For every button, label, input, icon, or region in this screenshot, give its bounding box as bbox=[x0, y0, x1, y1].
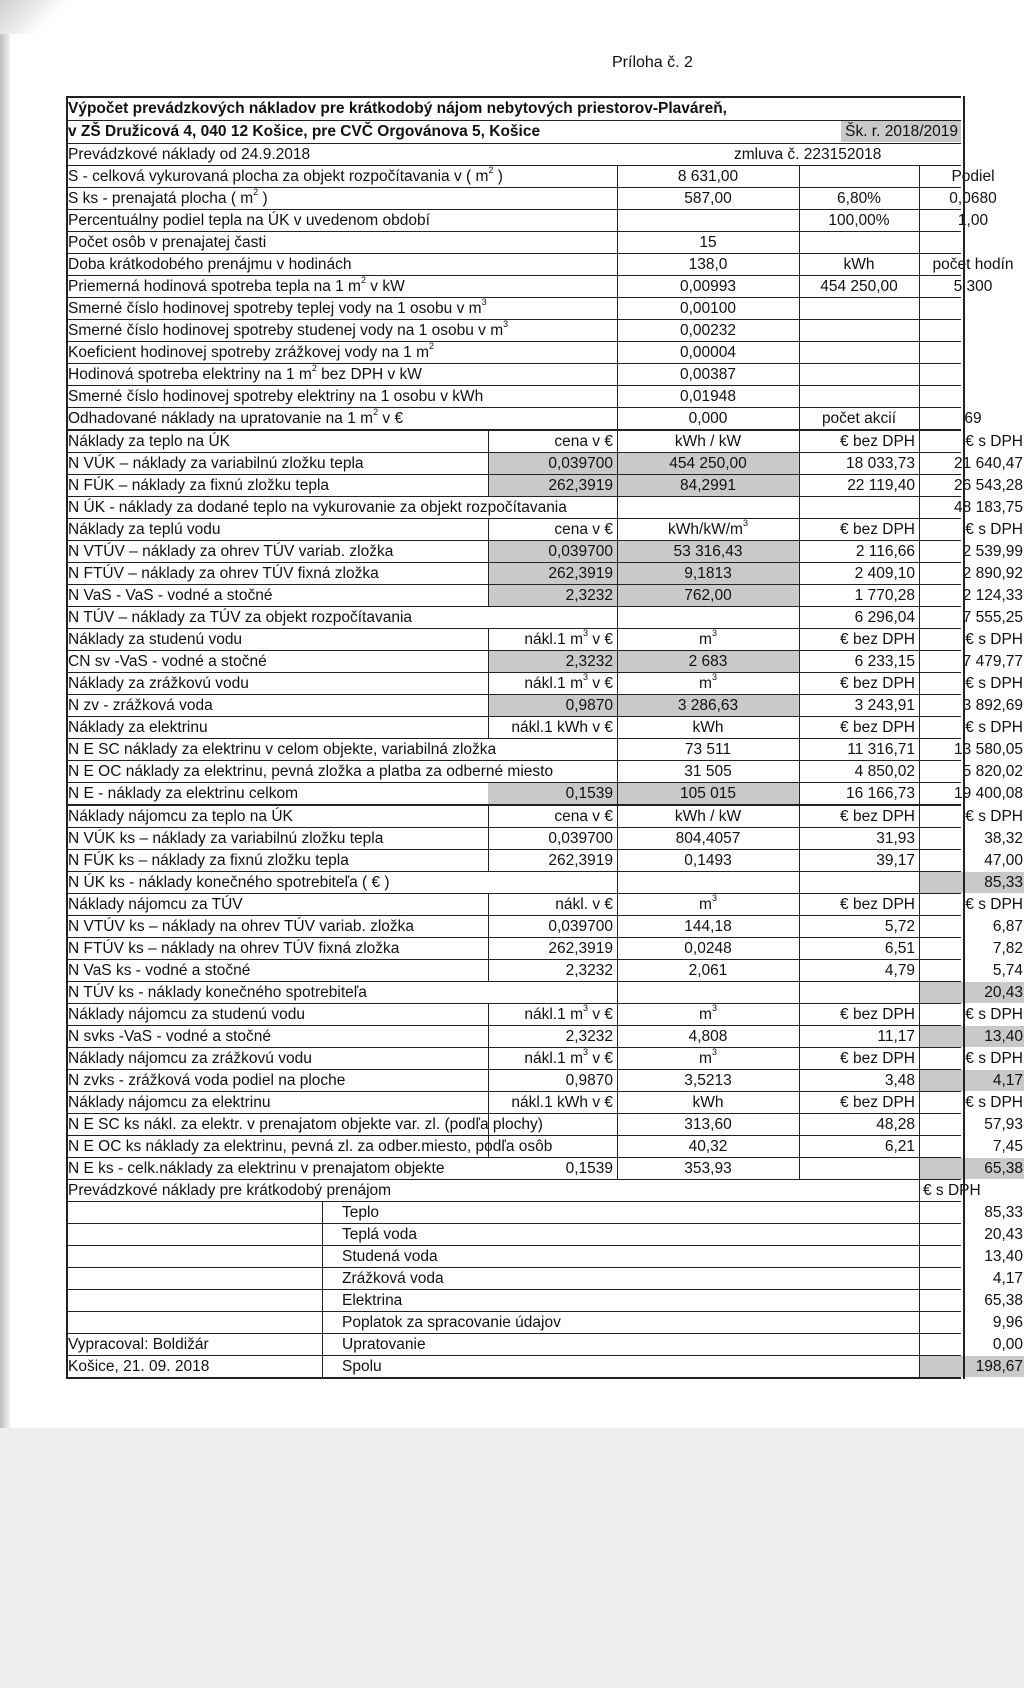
cost-quantity: kWh bbox=[692, 1094, 724, 1111]
cost-label: N E ks - celk.náklady za elektrinu v prenajatom objekte bbox=[68, 1160, 445, 1177]
cost-unit-price: 0,1539 bbox=[488, 783, 617, 804]
param-label: Hodinová spotreba elektriny na 1 $m^2$ bez DPH v kW bbox=[68, 363, 422, 383]
summary-item-value: 20,43 bbox=[984, 1226, 1023, 1243]
param-label: Priemerná hodinová spotreba tepla na 1 $m^2$ v kW bbox=[68, 275, 405, 295]
summary-currency: € s DPH bbox=[923, 1182, 981, 1199]
cost-without-vat: 5,72 bbox=[884, 918, 915, 935]
cost-label: N TÚV ks - náklady konečného spotrebiteľa bbox=[68, 984, 367, 1001]
cost-label: CN sv -VaS - vodné a stočné bbox=[68, 653, 267, 670]
cost-without-vat: 6 296,04 bbox=[854, 609, 915, 626]
cost-without-vat: 39,17 bbox=[876, 852, 915, 869]
param-label: Smerné číslo hodinovej spotreby elektriny na 1 osobu v kWh bbox=[68, 388, 484, 405]
cost-with-vat: 7 479,77 bbox=[962, 653, 1023, 670]
param-label: Smerné číslo hodinovej spotreby studenej vody na 1 osobu v $m^3$ bbox=[68, 319, 509, 339]
cost-without-vat: 6,51 bbox=[884, 940, 915, 957]
cost-with-vat: 65,38 bbox=[919, 1158, 1024, 1179]
cost-unit-price: 0,039700 bbox=[488, 541, 617, 562]
summary-item-label: Upratovanie bbox=[342, 1336, 426, 1353]
cost-label: Náklady nájomcu za zrážkovú vodu bbox=[68, 1050, 312, 1067]
cost-quantity: 4,808 bbox=[688, 1028, 728, 1045]
cost-with-vat: 3 892,69 bbox=[962, 697, 1023, 714]
cost-with-vat: € s DPH bbox=[965, 719, 1023, 736]
cost-label: N E SC ks nákl. za elektr. v prenajatom objekte var. zl. (podľa plochy) bbox=[68, 1116, 543, 1133]
cost-unit-price: 2,3232 bbox=[565, 962, 613, 979]
cost-label: N VÚK ks – náklady za variabilnú zložku tepla bbox=[68, 830, 384, 847]
param-value-2: 100,00% bbox=[828, 212, 890, 229]
cost-with-vat: 2 124,33 bbox=[962, 587, 1023, 604]
param-value: 0,00387 bbox=[679, 366, 737, 383]
cost-label: Náklady za elektrinu bbox=[68, 719, 208, 736]
cost-with-vat: 20,43 bbox=[919, 982, 1024, 1003]
cost-label: N FÚK ks – náklady za fixnú zložku tepla bbox=[68, 852, 349, 869]
cost-with-vat: 5,74 bbox=[992, 962, 1023, 979]
cost-without-vat: 11 316,71 bbox=[847, 741, 915, 758]
cost-without-vat: € bez DPH bbox=[840, 896, 915, 913]
cost-label: N zvks - zrážková voda podiel na ploche bbox=[68, 1072, 346, 1089]
cost-quantity: 40,32 bbox=[688, 1138, 728, 1155]
cost-with-vat: € s DPH bbox=[965, 631, 1023, 648]
contract-number: zmluva č. 223152018 bbox=[734, 146, 882, 163]
cost-without-vat: 4,79 bbox=[884, 962, 915, 979]
param-value: 0,00100 bbox=[679, 300, 737, 317]
param-value: 587,00 bbox=[684, 190, 732, 207]
cost-unit-price: 0,9870 bbox=[488, 695, 617, 716]
param-label: Percentuálny podiel tepla na ÚK v uvedenom období bbox=[68, 212, 430, 229]
cost-without-vat: € bez DPH bbox=[840, 1006, 915, 1023]
summary-item-value: 0,00 bbox=[992, 1336, 1023, 1353]
cost-quantity: $m^3$ bbox=[699, 1047, 717, 1067]
param-value: 0,01948 bbox=[679, 388, 737, 405]
param-value-2: 6,80% bbox=[837, 190, 881, 207]
cost-label: N ÚK - náklady za dodané teplo na vykurovanie za objekt rozpočítavania bbox=[68, 499, 567, 516]
cost-without-vat: 31,93 bbox=[876, 830, 915, 847]
cost-with-vat: € s DPH bbox=[965, 433, 1023, 450]
summary-item-value: 198,67 bbox=[919, 1356, 1024, 1377]
title-line-1: Výpočet prevádzkových nákladov pre krátkodobý nájom nebytových priestorov-Plaváreň, bbox=[68, 100, 727, 117]
cost-without-vat: 18 033,73 bbox=[846, 455, 915, 472]
cost-without-vat: 1 770,28 bbox=[854, 587, 915, 604]
param-value-3: Podiel bbox=[951, 168, 995, 185]
cost-unit-price: 0,039700 bbox=[548, 830, 613, 847]
cost-quantity: 144,18 bbox=[684, 918, 732, 935]
cost-without-vat: € bez DPH bbox=[840, 433, 915, 450]
cost-label: N FTÚV – náklady za ohrev TÚV fixná zložka bbox=[68, 565, 379, 582]
cost-quantity: kWh/$kW/m^3$ bbox=[668, 518, 748, 538]
cost-label: N TÚV – náklady za TÚV za objekt rozpočítavania bbox=[68, 609, 413, 626]
param-value: 0,00004 bbox=[679, 344, 737, 361]
cost-label: N E - náklady za elektrinu celkom bbox=[68, 785, 299, 802]
summary-item-label: Spolu bbox=[342, 1358, 382, 1375]
cost-with-vat: 13,40 bbox=[919, 1026, 1024, 1047]
school-year: Šk. r. 2018/2019 bbox=[841, 121, 961, 142]
param-label: Počet osôb v prenajatej časti bbox=[68, 234, 267, 251]
cost-label: N VaS ks - vodné a stočné bbox=[68, 962, 251, 979]
summary-item-value: 65,38 bbox=[984, 1292, 1023, 1309]
param-value: 138,0 bbox=[688, 256, 728, 273]
cost-without-vat: € bez DPH bbox=[840, 719, 915, 736]
cost-without-vat: € bez DPH bbox=[840, 675, 915, 692]
cost-without-vat: 4 850,02 bbox=[854, 763, 915, 780]
place-date: Košice, 21. 09. 2018 bbox=[68, 1358, 210, 1375]
cost-without-vat: € bez DPH bbox=[840, 521, 915, 538]
cost-label: N FTÚV ks – náklady na ohrev TÚV fixná zložka bbox=[68, 940, 400, 957]
cost-with-vat: € s DPH bbox=[965, 896, 1023, 913]
cost-quantity: $m^3$ bbox=[699, 893, 717, 913]
param-value-3: 5 300 bbox=[953, 278, 993, 295]
cost-label: N ÚK ks - náklady konečného spotrebiteľa ( € ) bbox=[68, 874, 390, 891]
cost-without-vat: 11,17 bbox=[877, 1028, 915, 1045]
cost-unit-price: nákl. v € bbox=[555, 896, 613, 913]
summary-item-label: Teplá voda bbox=[342, 1226, 417, 1243]
cost-label: Náklady nájomcu za TÚV bbox=[68, 896, 243, 913]
cost-with-vat: 13 580,05 bbox=[954, 741, 1023, 758]
cost-unit-price: 2,3232 bbox=[488, 651, 617, 672]
param-value-3: 69 bbox=[964, 410, 982, 427]
param-value: 0,00232 bbox=[679, 322, 737, 339]
summary-item-label: Zrážková voda bbox=[342, 1270, 444, 1287]
cost-label: Náklady nájomcu za studenú vodu bbox=[68, 1006, 305, 1023]
cost-unit-price: nákl.1 $m^3$ v € bbox=[524, 1047, 613, 1067]
summary-title: Prevádzkové náklady pre krátkodobý prenájom bbox=[68, 1182, 392, 1199]
cost-unit-price: nákl.1 $m^3$ v € bbox=[524, 1003, 613, 1023]
cost-label: N svks -VaS - vodné a stočné bbox=[68, 1028, 272, 1045]
cost-quantity: 2 683 bbox=[617, 651, 799, 672]
cost-with-vat: € s DPH bbox=[965, 808, 1023, 825]
cost-quantity: 2,061 bbox=[688, 962, 728, 979]
cost-with-vat: 5 820,02 bbox=[962, 763, 1023, 780]
cost-without-vat: 22 119,40 bbox=[847, 477, 915, 494]
scan-edge-shadow bbox=[0, 0, 10, 1450]
param-value-3: počet hodín bbox=[932, 256, 1014, 273]
cost-without-vat: 6 233,15 bbox=[854, 653, 915, 670]
cost-without-vat: 2 116,66 bbox=[855, 543, 915, 560]
cost-label: Náklady za studenú vodu bbox=[68, 631, 243, 648]
param-value: 0,000 bbox=[688, 410, 728, 427]
cost-label: N E OC ks náklady za elektrinu, pevná zl. za odber.miesto, podľa osôb bbox=[68, 1138, 553, 1155]
cost-quantity: 762,00 bbox=[617, 585, 799, 606]
cost-with-vat: 48 183,75 bbox=[954, 499, 1023, 516]
param-label: Doba krátkodobého prenájmu v hodinách bbox=[68, 256, 352, 273]
cost-with-vat: 47,00 bbox=[984, 852, 1023, 869]
param-value-2: kWh bbox=[843, 256, 875, 273]
summary-item-value: 9,96 bbox=[992, 1314, 1023, 1331]
cost-unit-price: cena v € bbox=[554, 433, 613, 450]
cost-quantity: 454 250,00 bbox=[617, 453, 799, 474]
cost-label: N VÚK – náklady za variabilnú zložku tepla bbox=[68, 455, 364, 472]
param-value: 8 631,00 bbox=[677, 168, 739, 185]
cost-label: Náklady za teplo na ÚK bbox=[68, 433, 230, 450]
cost-without-vat: 3 243,91 bbox=[854, 697, 915, 714]
cost-unit-price: nákl.1 $m^3$ v € bbox=[524, 628, 613, 648]
cost-with-vat: € s DPH bbox=[965, 1006, 1023, 1023]
cost-with-vat: € s DPH bbox=[965, 1094, 1023, 1111]
cost-quantity: $m^3$ bbox=[699, 1003, 717, 1023]
cost-label: N zv - zrážková voda bbox=[68, 697, 213, 714]
cost-without-vat: € bez DPH bbox=[840, 1094, 915, 1111]
cost-unit-price: nákl.1 kWh v € bbox=[511, 1094, 613, 1111]
cost-label: N E SC náklady za elektrinu v celom objekte, variabilná zložka bbox=[68, 741, 497, 758]
title-line-2: v ZŠ Družicová 4, 040 12 Košice, pre CVČ Orgovánova 5, Košice bbox=[68, 123, 541, 140]
cost-with-vat: 26 543,28 bbox=[954, 477, 1023, 494]
cost-unit-price: nákl.1 $m^3$ v € bbox=[524, 672, 613, 692]
summary-item-value: 85,33 bbox=[984, 1204, 1023, 1221]
scan-bottom-band bbox=[0, 1428, 1024, 1688]
cost-quantity: $m^3$ bbox=[699, 672, 717, 692]
param-label: Odhadované náklady na upratovanie na 1 $m^2$ v € bbox=[68, 407, 404, 427]
title-line-3: Prevádzkové náklady od 24.9.2018 bbox=[68, 146, 311, 163]
summary-item-value: 4,17 bbox=[992, 1270, 1023, 1287]
cost-label: Náklady nájomcu za elektrinu bbox=[68, 1094, 271, 1111]
cost-quantity: 313,60 bbox=[684, 1116, 732, 1133]
cost-quantity: 0,0248 bbox=[684, 940, 732, 957]
cost-label: N FÚK – náklady za fixnú zložku tepla bbox=[68, 477, 330, 494]
param-value-2: 454 250,00 bbox=[820, 278, 898, 295]
summary-item-label: Teplo bbox=[342, 1204, 380, 1221]
cost-quantity: 0,1493 bbox=[684, 852, 732, 869]
cost-quantity: 3 286,63 bbox=[617, 695, 799, 716]
cost-unit-price: 0,1539 bbox=[565, 1160, 613, 1177]
table-frame bbox=[66, 96, 965, 1379]
cost-without-vat: 2 409,10 bbox=[854, 565, 915, 582]
cost-without-vat: 16 166,73 bbox=[846, 785, 915, 802]
param-value: 15 bbox=[699, 234, 717, 251]
cost-with-vat: 57,93 bbox=[984, 1116, 1023, 1133]
cost-with-vat: 4,17 bbox=[919, 1070, 1024, 1091]
cost-label: Náklady za teplú vodu bbox=[68, 521, 221, 538]
param-label: Koeficient hodinovej spotreby zrážkovej vody na 1 $m^2$ bbox=[68, 341, 435, 361]
cost-with-vat: 21 640,47 bbox=[954, 455, 1023, 472]
cost-with-vat: € s DPH bbox=[965, 521, 1023, 538]
cost-unit-price: 262,3919 bbox=[488, 475, 617, 496]
cost-without-vat: € bez DPH bbox=[840, 1050, 915, 1067]
cost-with-vat: 2 890,92 bbox=[962, 565, 1023, 582]
param-label: S ks - prenajatá plocha ( $m^2$ ) bbox=[68, 187, 268, 207]
cost-without-vat: 6,21 bbox=[884, 1138, 915, 1155]
cost-unit-price: cena v € bbox=[554, 808, 613, 825]
summary-item-label: Studená voda bbox=[342, 1248, 438, 1265]
param-value-2: počet akcií bbox=[821, 410, 897, 427]
cost-unit-price: 2,3232 bbox=[565, 1028, 613, 1045]
cost-label: Náklady nájomcu za teplo na ÚK bbox=[68, 808, 293, 825]
cost-unit-price: 262,3919 bbox=[488, 563, 617, 584]
cost-unit-price: 262,3919 bbox=[548, 940, 613, 957]
cost-label: N VTÚV ks – náklady na ohrev TÚV variab. zložka bbox=[68, 918, 415, 935]
cost-with-vat: 7,82 bbox=[992, 940, 1023, 957]
cost-with-vat: 2 539,99 bbox=[962, 543, 1023, 560]
cost-with-vat: 6,87 bbox=[992, 918, 1023, 935]
cost-quantity: kWh / kW bbox=[674, 808, 742, 825]
cost-unit-price: 262,3919 bbox=[548, 852, 613, 869]
cost-without-vat: € bez DPH bbox=[840, 631, 915, 648]
cost-without-vat: 3,48 bbox=[884, 1072, 915, 1089]
cost-quantity: $m^3$ bbox=[699, 628, 717, 648]
cost-quantity: 73 511 bbox=[684, 741, 732, 758]
cost-quantity: kWh / kW bbox=[674, 433, 742, 450]
cost-with-vat: 38,32 bbox=[984, 830, 1023, 847]
cost-label: Náklady za zrážkovú vodu bbox=[68, 675, 249, 692]
cost-label: N VTÚV – náklady za ohrev TÚV variab. zložka bbox=[68, 543, 394, 560]
cost-unit-price: 0,9870 bbox=[565, 1072, 613, 1089]
cost-unit-price: cena v € bbox=[554, 521, 613, 538]
cost-unit-price: 0,039700 bbox=[488, 453, 617, 474]
cost-without-vat: € bez DPH bbox=[840, 808, 915, 825]
cost-with-vat: 7 555,25 bbox=[962, 609, 1023, 626]
cost-label: N E OC náklady za elektrinu, pevná zložka a platba za odberné miesto bbox=[68, 763, 554, 780]
cost-quantity: kWh bbox=[692, 719, 724, 736]
cost-without-vat: 48,28 bbox=[876, 1116, 915, 1133]
cost-quantity: 353,93 bbox=[684, 1160, 732, 1177]
cost-quantity: 3,5213 bbox=[684, 1072, 732, 1089]
cost-quantity: 804,4057 bbox=[675, 830, 741, 847]
cost-label: N VaS - VaS - vodné a stočné bbox=[68, 587, 273, 604]
cost-with-vat: 85,33 bbox=[919, 872, 1024, 893]
summary-item-label: Elektrina bbox=[342, 1292, 403, 1309]
prepared-by: Vypracoval: Boldižár bbox=[68, 1336, 209, 1353]
cost-quantity: 105 015 bbox=[617, 783, 799, 804]
cost-quantity: 53 316,43 bbox=[617, 541, 799, 562]
param-value: 0,00993 bbox=[679, 278, 737, 295]
summary-item-value: 13,40 bbox=[984, 1248, 1023, 1265]
param-value-3: 0,0680 bbox=[949, 190, 997, 207]
param-value-3: 1,00 bbox=[957, 212, 989, 229]
cost-unit-price: nákl.1 kWh v € bbox=[511, 719, 613, 736]
cost-quantity: 9,1813 bbox=[617, 563, 799, 584]
cost-quantity: 31 505 bbox=[684, 763, 732, 780]
cost-with-vat: € s DPH bbox=[965, 675, 1023, 692]
cost-unit-price: 2,3232 bbox=[488, 585, 617, 606]
cost-quantity: 84,2991 bbox=[617, 475, 799, 496]
cost-unit-price: 0,039700 bbox=[548, 918, 613, 935]
param-label: Smerné číslo hodinovej spotreby teplej vody na 1 osobu v $m^3$ bbox=[68, 297, 487, 317]
cost-with-vat: 19 400,08 bbox=[954, 785, 1023, 802]
cost-with-vat: € s DPH bbox=[965, 1050, 1023, 1067]
scan-corner-shadow bbox=[0, 0, 70, 34]
cost-with-vat: 7,45 bbox=[992, 1138, 1023, 1155]
summary-item-label: Poplatok za spracovanie údajov bbox=[342, 1314, 561, 1331]
param-label: S - celková vykurovaná plocha za objekt rozpočítavania v ( $m^2$ ) bbox=[68, 165, 503, 185]
appendix-label: Príloha č. 2 bbox=[612, 54, 693, 71]
